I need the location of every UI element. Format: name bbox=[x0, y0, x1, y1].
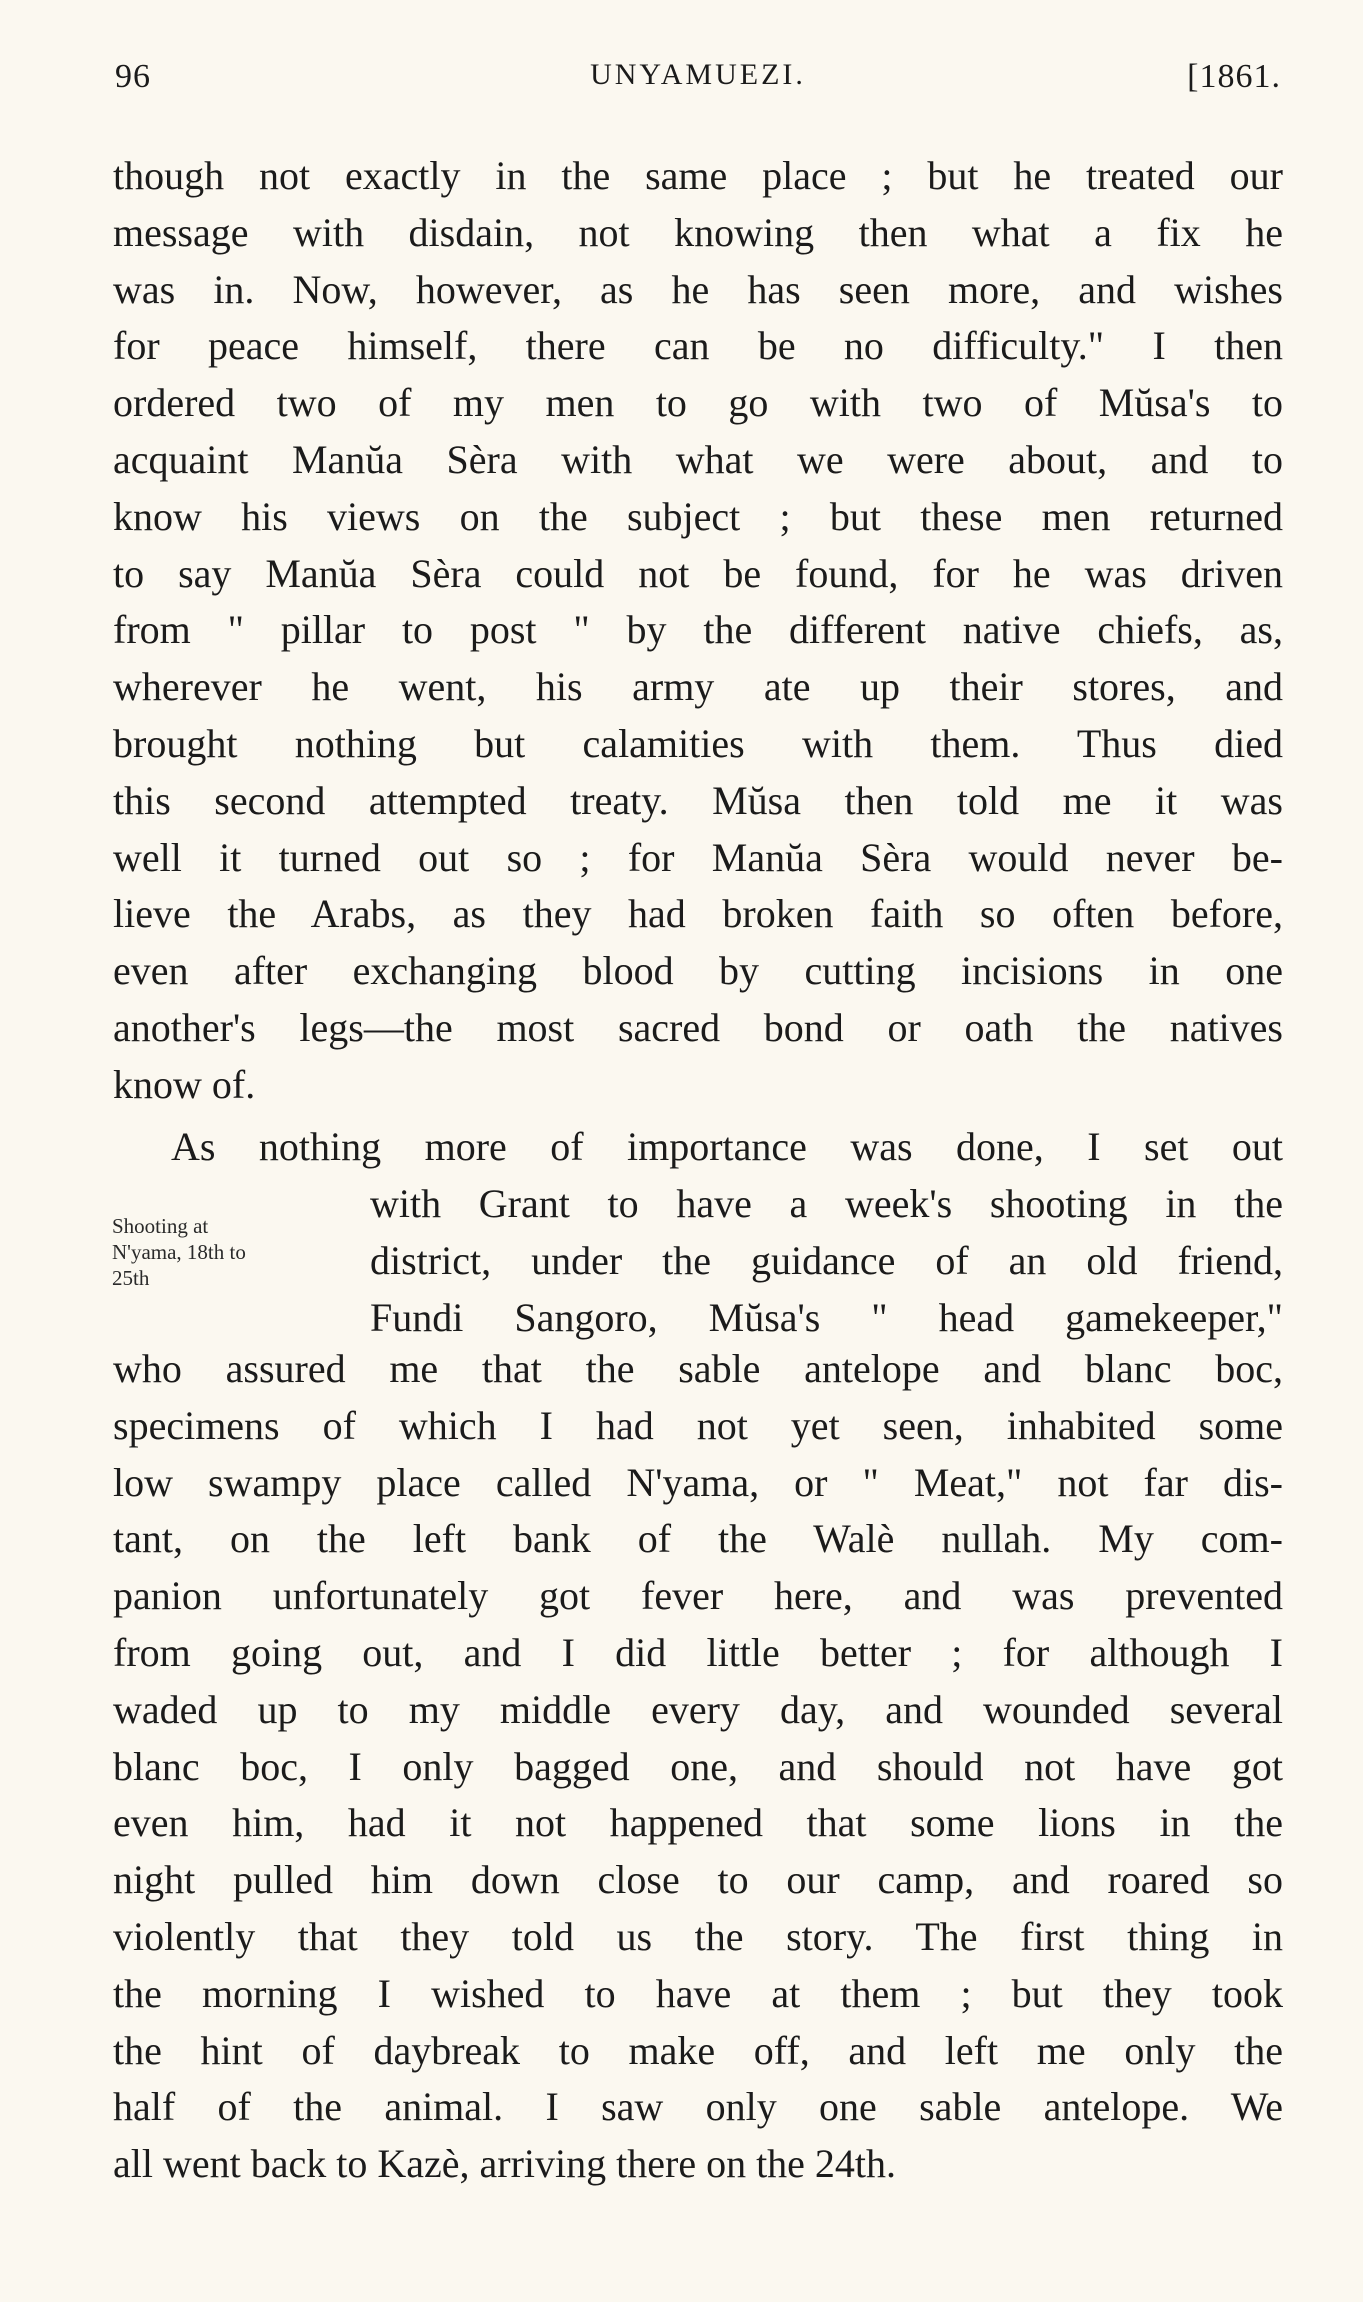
text-line: this second attempted treaty. Mŭsa then told me it was bbox=[113, 777, 1283, 823]
text-line: low swampy place called N'yama, or " Meat," not far dis- bbox=[113, 1459, 1283, 1505]
text-line: who assured me that the sable antelope and blanc boc, bbox=[113, 1346, 1283, 1391]
text-line: lieve the Arabs, as they had broken faith so often before, bbox=[113, 891, 1283, 937]
margin-note-line: Shooting at bbox=[112, 1214, 209, 1238]
running-title: UNYAMUEZI. bbox=[590, 58, 806, 91]
text-line: panion unfortunately got fever here, and was prevented bbox=[113, 1573, 1283, 1619]
margin-note-line: N'yama, 18th to bbox=[112, 1240, 246, 1264]
text-line: specimens of which I had not yet seen, inhabited some bbox=[113, 1402, 1283, 1448]
text-line: with Grant to have a week's shooting in the bbox=[370, 1181, 1283, 1226]
text-line: know of. bbox=[113, 1061, 256, 1107]
paragraph-2-continued bbox=[113, 1341, 1283, 2193]
text-line: brought nothing but calamities with them. Thus died bbox=[113, 720, 1283, 766]
text-line: district, under the guidance of an old friend, bbox=[370, 1237, 1283, 1283]
text-line: to say Manŭa Sèra could not be found, for he was driven bbox=[113, 550, 1283, 596]
text-line: even him, had it not happened that some lions in the bbox=[113, 1800, 1283, 1846]
text-line: half of the animal. I saw only one sable antelope. We bbox=[113, 2084, 1283, 2130]
text-line: the hint of daybreak to make off, and left me only the bbox=[113, 2027, 1283, 2073]
text-line: ordered two of my men to go with two of Mŭsa's to bbox=[113, 380, 1283, 426]
margin-note bbox=[112, 1213, 372, 1291]
text-line: though not exactly in the same place ; but he treated our bbox=[113, 153, 1283, 198]
paragraph-2-start bbox=[113, 1119, 1283, 1176]
text-line: waded up to my middle every day, and wounded several bbox=[113, 1686, 1283, 1732]
paragraph-1 bbox=[113, 148, 1283, 1114]
text-line: Fundi Sangoro, Mŭsa's " head gamekeeper," bbox=[370, 1294, 1283, 1340]
text-line: all went back to Kazè, arriving there on the 24th. bbox=[113, 2141, 897, 2187]
text-line: As nothing more of importance was done, I set out bbox=[171, 1124, 1283, 1169]
margin-note-line: 25th bbox=[112, 1266, 150, 1290]
header-year: [1861. bbox=[1187, 58, 1281, 95]
text-line: from going out, and I did little better ; for although I bbox=[113, 1629, 1283, 1675]
paragraph-2-beside-note bbox=[370, 1176, 1283, 1346]
text-line: the morning I wished to have at them ; but they took bbox=[113, 1970, 1283, 2016]
text-line: message with disdain, not knowing then what a fix he bbox=[113, 209, 1283, 255]
text-line: even after exchanging blood by cutting incisions in one bbox=[113, 948, 1283, 994]
text-line: blanc boc, I only bagged one, and should not have got bbox=[113, 1743, 1283, 1789]
text-line: was in. Now, however, as he has seen more, and wishes bbox=[113, 266, 1283, 312]
text-line: from " pillar to post " by the different native chiefs, as, bbox=[113, 607, 1283, 653]
text-line: know his views on the subject ; but these men returned bbox=[113, 493, 1283, 539]
text-line: well it turned out so ; for Manŭa Sèra would never be- bbox=[113, 834, 1283, 880]
text-line: violently that they told us the story. The first thing in bbox=[113, 1913, 1283, 1959]
text-line: night pulled him down close to our camp, and roared so bbox=[113, 1857, 1283, 1903]
text-line: tant, on the left bank of the Walè nullah. My com- bbox=[113, 1516, 1283, 1562]
page-number: 96 bbox=[115, 58, 151, 95]
text-line: wherever he went, his army ate up their stores, and bbox=[113, 664, 1283, 710]
text-line: for peace himself, there can be no difficulty." I then bbox=[113, 323, 1283, 369]
text-line: acquaint Manŭa Sèra with what we were about, and to bbox=[113, 436, 1283, 482]
page-header bbox=[115, 58, 1281, 118]
text-line: another's legs—the most sacred bond or oath the natives bbox=[113, 1004, 1283, 1050]
